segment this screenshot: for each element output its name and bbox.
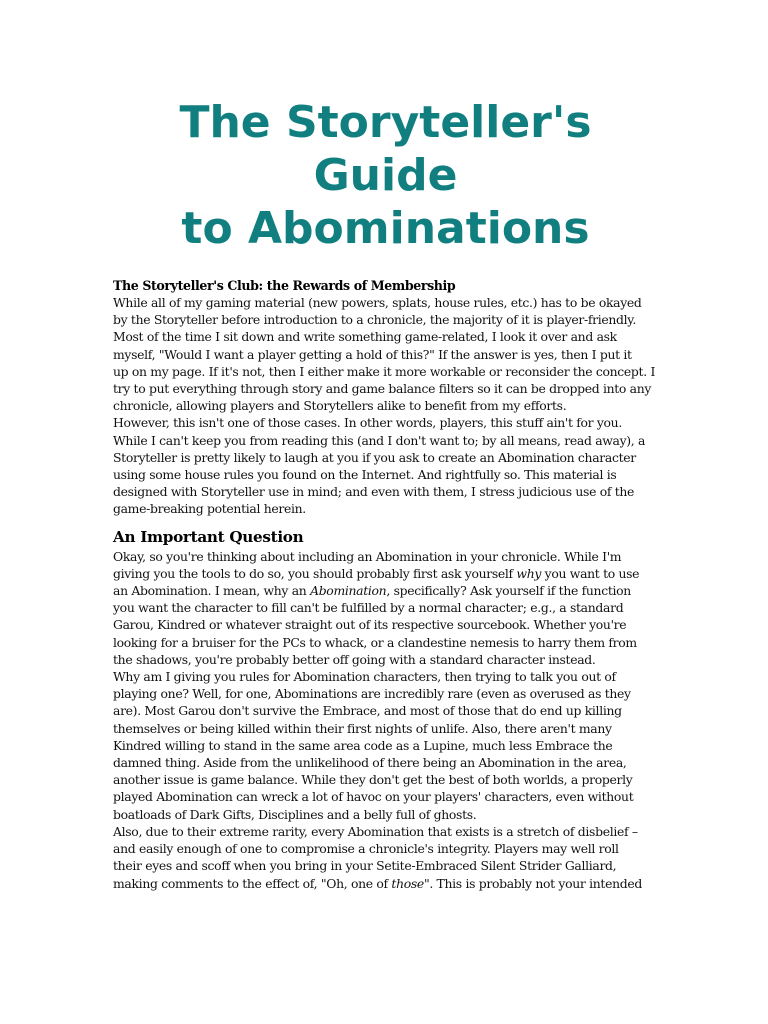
text-line: While I can't keep you from reading this (and I don't want to; by all means, read away), a <box>113 432 646 448</box>
text-segment: playing one? Well, for one, Abominations are incredibly rare (even as overused as they <box>113 686 631 702</box>
text-line <box>113 806 658 823</box>
emphasis-text: Abomination <box>310 583 387 599</box>
text-line <box>113 823 658 840</box>
text-segment: giving you the tools to do so, you should probably first ask yourself <box>113 565 517 581</box>
text-line <box>113 840 658 857</box>
document-page <box>113 96 658 892</box>
text-segment: played Abomination can wreck a lot of havoc on your players' characters, even without <box>113 789 634 805</box>
text-line: However, this isn't one of those cases. In other words, players, this stuff ain't for you. <box>113 415 622 431</box>
text-line <box>113 565 658 582</box>
text-segment: their eyes and scoff when you bring in your Setite-Embraced Silent Strider Galliard, <box>113 858 617 874</box>
text-segment: an Abomination. I mean, why an <box>113 583 311 599</box>
text-line: Most of the time I sit down and write something game-related, I look it over and ask <box>113 329 617 345</box>
text-line: designed with Storyteller use in mind; and even with them, I stress judicious use of the <box>113 484 635 500</box>
text-segment: damned thing. Aside from the unlikelihood of there being an Abomination in the area, <box>113 755 627 771</box>
text-line: Storyteller is pretty likely to laugh at you if you ask to create an Abomination character <box>113 449 636 465</box>
text-line: try to put everything through story and game balance filters so it can be dropped into any <box>113 381 652 397</box>
text-line: by the Storyteller before introduction to a chronicle, the majority of it is player-friendly. <box>113 312 636 328</box>
text-line <box>113 754 658 771</box>
text-segment: are). Most Garou don't survive the Embrace, and most of those that do end up killing <box>113 703 622 719</box>
text-line <box>113 582 658 599</box>
text-line <box>113 720 658 737</box>
title-line-3: to Abominations <box>181 203 590 254</box>
text-line <box>113 737 658 754</box>
text-line <box>113 702 658 719</box>
text-segment: another issue is game balance. While they don't get the best of both worlds, a properly <box>113 772 633 788</box>
text-line: game-breaking potential herein. <box>113 501 306 517</box>
text-line <box>113 616 658 633</box>
text-line <box>113 548 658 565</box>
text-segment: Also, due to their extreme rarity, every Abomination that exists is a stretch of disbelief – <box>113 823 638 839</box>
text-line <box>113 788 658 805</box>
text-line: While all of my gaming material (new powers, splats, house rules, etc.) has to be okayed <box>113 295 642 310</box>
text-line: myself, "Would I want a player getting a hold of this?" If the answer is yes, then I put it <box>113 346 632 362</box>
text-segment: making comments to the effect of, "Oh, one of <box>113 875 392 891</box>
text-line <box>113 651 658 668</box>
title-line-2: Guide <box>313 150 458 201</box>
text-segment: themselves or being killed within their first nights of unlife. Also, there aren't many <box>113 720 612 736</box>
emphasis-text: those <box>391 875 424 891</box>
text-segment: Garou, Kindred or whatever straight out of its respective sourcebook. Whether you're <box>113 617 627 633</box>
document-title <box>113 96 658 255</box>
text-segment: and easily enough of one to compromise a chronicle's integrity. Players may well roll <box>113 841 619 857</box>
section-body-storytellers-club <box>113 294 658 518</box>
text-segment: you want to use <box>541 565 640 581</box>
text-line <box>113 685 658 702</box>
text-line: up on my page. If it's not, then I either make it more workable or reconsider the concept. I <box>113 363 656 379</box>
text-segment: the shadows, you're probably better off going with a standard character instead. <box>113 651 596 667</box>
text-segment: Okay, so you're thinking about including an Abomination in your chronicle. While I'm <box>113 548 622 564</box>
text-line <box>113 875 658 892</box>
text-segment: looking for a bruiser for the PCs to whack, or a clandestine nemesis to harry them from <box>113 634 637 650</box>
text-line: chronicle, allowing players and Storytellers alike to benefit from my efforts. <box>113 398 567 414</box>
text-segment: Kindred willing to stand in the same area code as a Lupine, much less Embrace the <box>113 737 613 753</box>
text-segment: Why am I giving you rules for Abomination characters, then trying to talk you out of <box>113 669 616 685</box>
section-heading-storytellers-club: The Storyteller's Club: the Rewards of Membership <box>113 278 456 293</box>
section-heading-important-question: An Important Question <box>113 527 304 546</box>
text-line <box>113 668 658 685</box>
emphasis-text: why <box>516 565 542 581</box>
text-segment: , specifically? Ask yourself if the function <box>386 583 631 599</box>
title-line-1: The Storyteller's <box>179 97 592 148</box>
section-body-important-question <box>113 548 658 892</box>
text-segment: you want the character to fill can't be fulfilled by a normal character; e.g., a standard <box>113 600 624 616</box>
text-segment: boatloads of Dark Gifts, Disciplines and a belly full of ghosts. <box>113 806 477 822</box>
text-line <box>113 599 658 616</box>
text-segment: ". This is probably not your intended <box>423 875 642 891</box>
text-line <box>113 771 658 788</box>
text-line <box>113 857 658 874</box>
text-line: using some house rules you found on the Internet. And rightfully so. This material is <box>113 467 617 483</box>
text-line <box>113 634 658 651</box>
